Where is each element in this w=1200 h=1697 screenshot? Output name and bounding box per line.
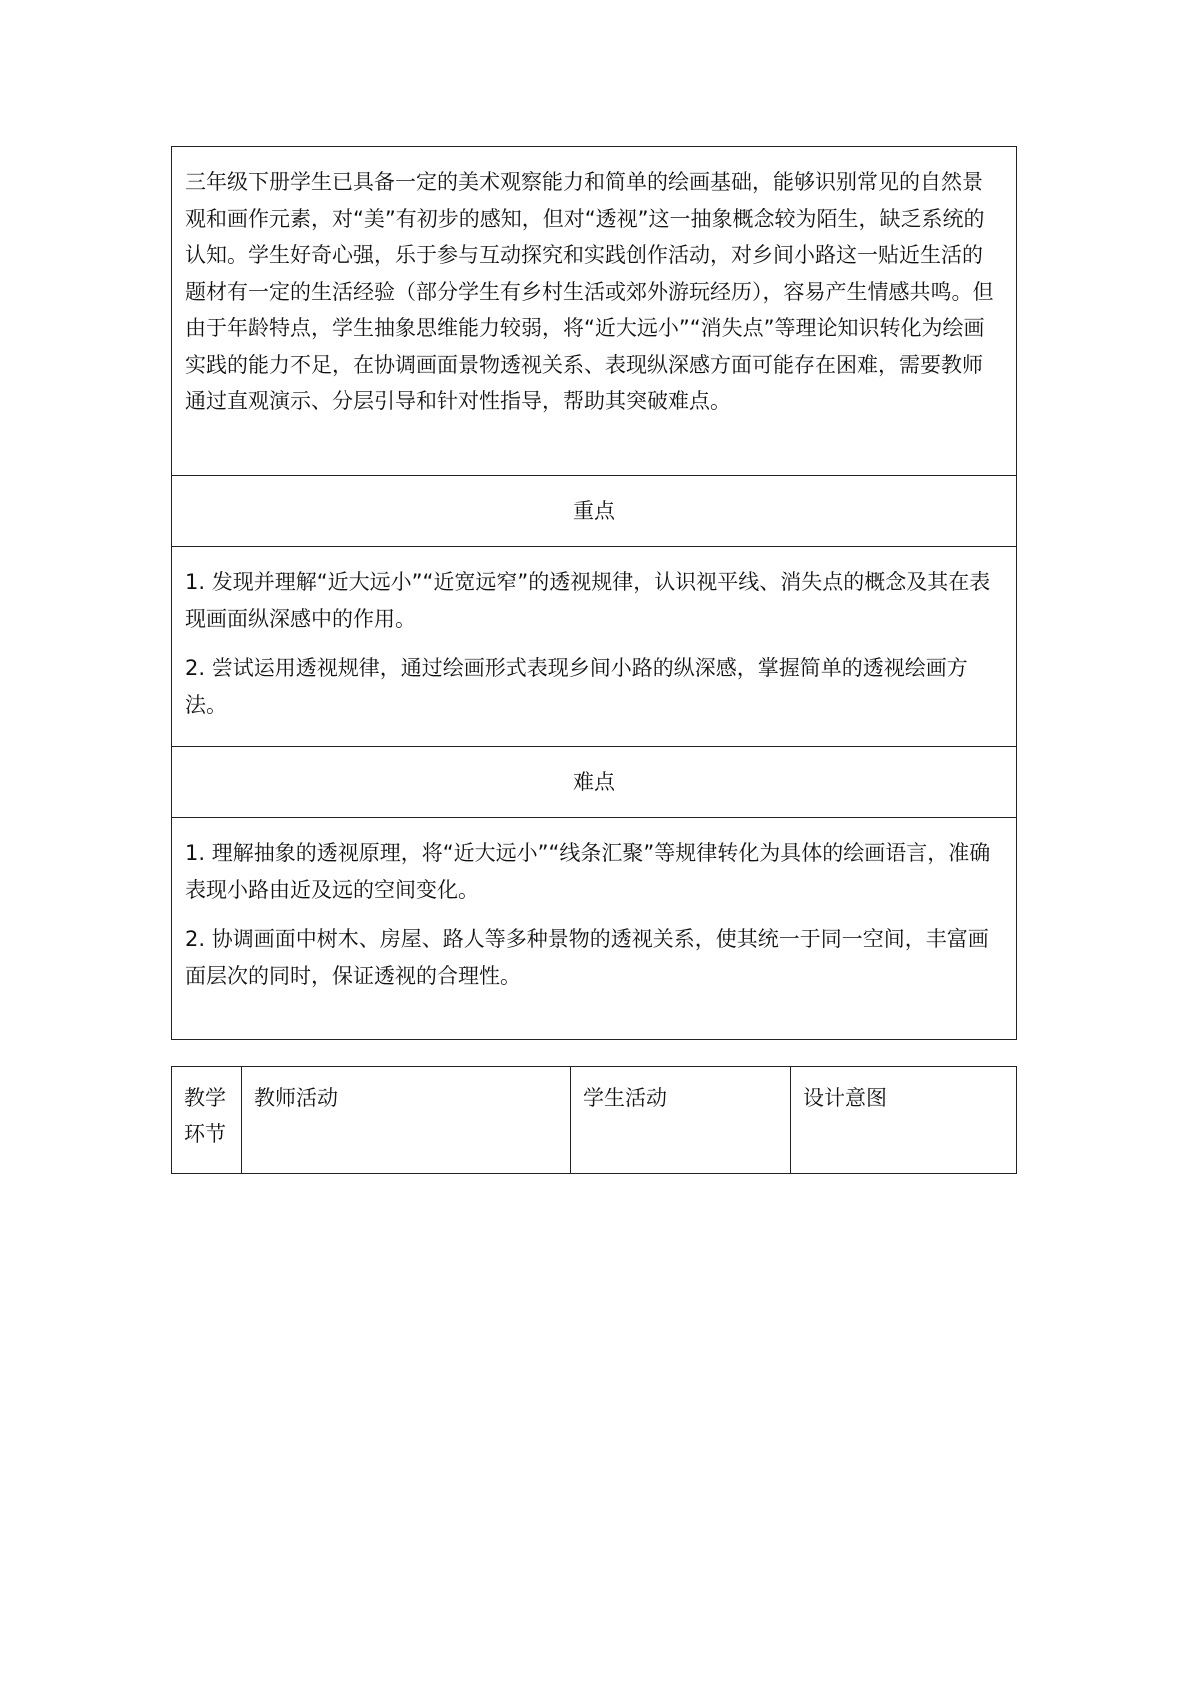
key-point-item: 1. 发现并理解“近大远小”“近宽远窄”的透视规律，认识视平线、消失点的概念及其在表现画面纵深感中的作用。 (185, 570, 991, 631)
header-teaching-stage: 教学环节 (172, 1067, 242, 1173)
difficulty-item: 1. 理解抽象的透视原理，将“近大远小”“线条汇聚”等规律转化为具体的绘画语言，准确表现小路由近及远的空间变化。 (185, 841, 991, 902)
key-points-body-cell (172, 547, 1016, 747)
difficulties-body-cell (172, 818, 1016, 1039)
key-point-item: 2. 尝试运用透视规律，通过绘画形式表现乡间小路的纵深感，掌握简单的透视绘画方法。 (185, 656, 968, 717)
key-points-header-cell (172, 476, 1016, 547)
difficulties-title: 难点 (573, 770, 615, 794)
difficulties-header-cell (172, 747, 1016, 818)
key-points-title: 重点 (573, 499, 615, 523)
difficulty-item: 2. 协调画面中树木、房屋、路人等多种景物的透视关系，使其统一于同一空间，丰富画面层次的同时，保证透视的合理性。 (185, 927, 989, 988)
analysis-table (171, 146, 1017, 1040)
header-student-activity: 学生活动 (571, 1067, 791, 1173)
header-teacher-activity: 教师活动 (242, 1067, 571, 1173)
header-design-intent: 设计意图 (803, 1086, 887, 1110)
student-situation-text: 三年级下册学生已具备一定的美术观察能力和简单的绘画基础，能够识别常见的自然景观和画作元素，对“美”有初步的感知，但对“透视”这一抽象概念较为陌生，缺乏系统的认知。学生好奇心强，乐于参与互动探究和实践创作活动，对乡间小路这一贴近生活的题材有一定的生活经验（部分学生有乡村生活或郊外游玩经历），容易产生情感共鸣。但由于年龄特点，学生抽象思维能力较弱，将“近大远小”“消失点”等理论知识转化为绘画实践的能力不足，在协调画面景物透视关系、表现纵深感方面可能存在困难，需要教师通过直观演示、分层引导和针对性指导，帮助其突破难点。 (185, 170, 994, 413)
teaching-process-table (171, 1066, 1017, 1174)
student-situation-cell (172, 147, 1016, 476)
